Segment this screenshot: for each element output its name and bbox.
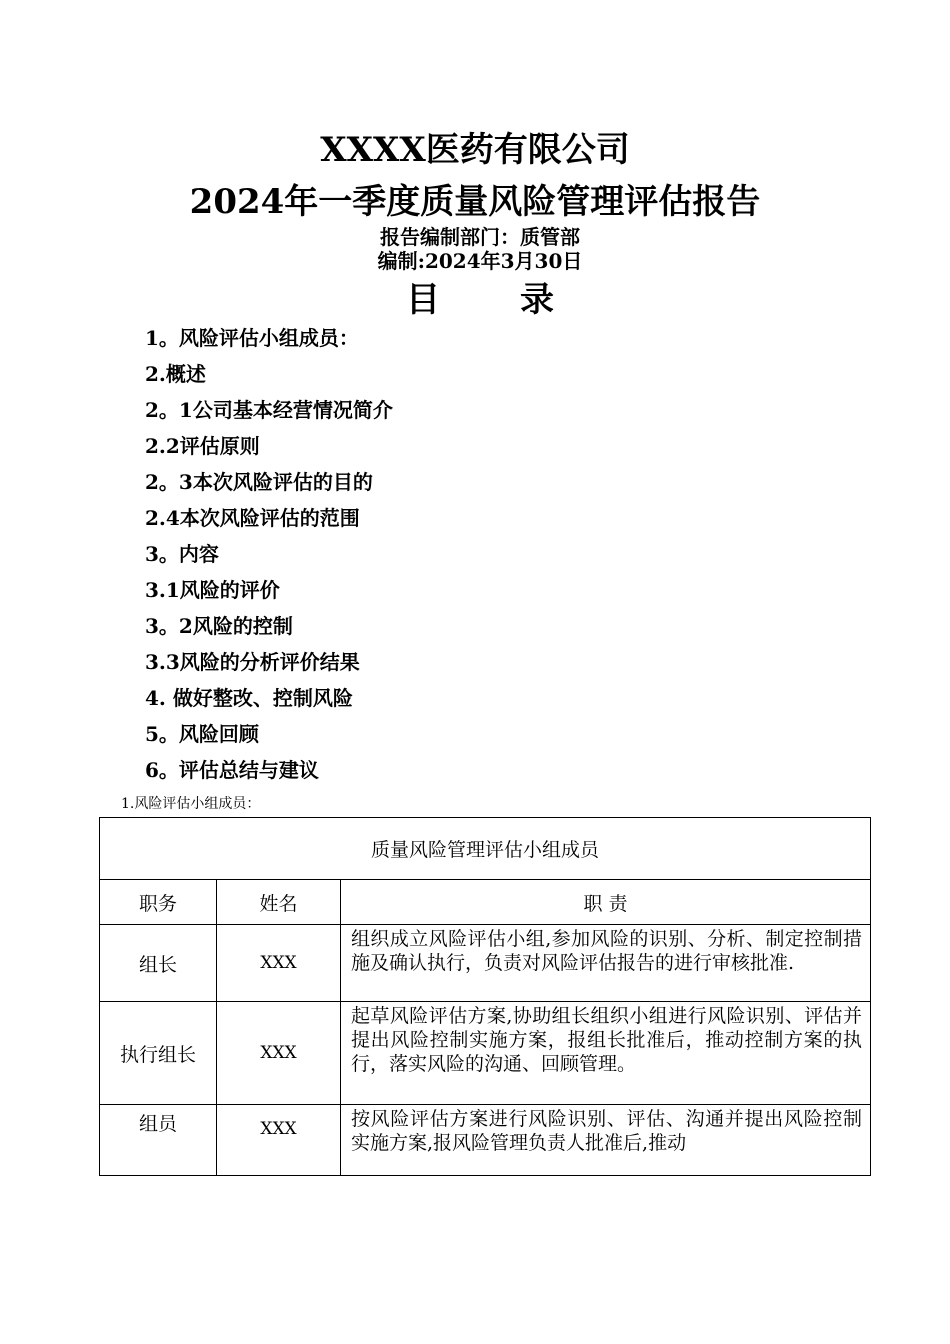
toc-heading: 目录 [406, 280, 634, 320]
report-title: 2024年一季度质量风险管理评估报告 [189, 182, 761, 222]
role-cell: 执行组长 [100, 1002, 217, 1105]
toc-item: 2。1公司基本经营情况简介 [145, 398, 393, 422]
table-caption: 质量风险管理评估小组成员 [100, 818, 871, 880]
duty-cell: 起草风险评估方案,协助组长组织小组进行风险识别、评估并提出风险控制实施方案，报组长批准后，推动控制方案的执行，落实风险的沟通、回顾管理。 [341, 1002, 871, 1105]
role-cell: 组员 [100, 1105, 217, 1176]
role-cell: 组长 [100, 925, 217, 1002]
toc-item: 2.2评估原则 [145, 434, 260, 458]
column-header-name: 姓名 [217, 880, 341, 925]
department-line: 报告编制部门：质管部 [380, 225, 580, 249]
table-row [100, 925, 871, 1002]
name-cell: XXX [217, 1105, 341, 1176]
section-label: 1.风险评估小组成员： [121, 796, 261, 812]
toc-item: 2。3本次风险评估的目的 [145, 470, 373, 494]
toc-item: 3.1风险的评价 [145, 578, 280, 602]
company-title: XXXX医药有限公司 [320, 130, 630, 170]
members-table [99, 817, 871, 1176]
toc-item: 2.4本次风险评估的范围 [145, 506, 360, 530]
name-cell: XXX [217, 925, 341, 1002]
date-line: 编制:2024年3月30日 [377, 249, 583, 273]
column-header-role: 职务 [100, 880, 217, 925]
duty-cell: 按风险评估方案进行风险识别、评估、沟通并提出风险控制实施方案,报风险管理负责人批准后,推动 [341, 1105, 871, 1176]
toc-item: 1。风险评估小组成员： [145, 326, 359, 350]
toc-item: 3.3风险的分析评价结果 [145, 650, 360, 674]
toc-item: 6。评估总结与建议 [145, 758, 319, 782]
table-of-contents [145, 320, 393, 788]
table-row [100, 1002, 871, 1105]
toc-item: 3。2风险的控制 [145, 614, 293, 638]
toc-item: 5。风险回顾 [145, 722, 259, 746]
name-cell: XXX [217, 1002, 341, 1105]
table-row [100, 1105, 871, 1176]
toc-item: 3。内容 [145, 542, 219, 566]
toc-item: 4. 做好整改、控制风险 [145, 686, 353, 710]
duty-cell: 组织成立风险评估小组,参加风险的识别、分析、制定控制措施及确认执行，负责对风险评估报告的进行审核批准. [341, 925, 871, 1002]
column-header-duty: 职 责 [341, 880, 871, 925]
toc-item: 2.概述 [145, 362, 206, 386]
